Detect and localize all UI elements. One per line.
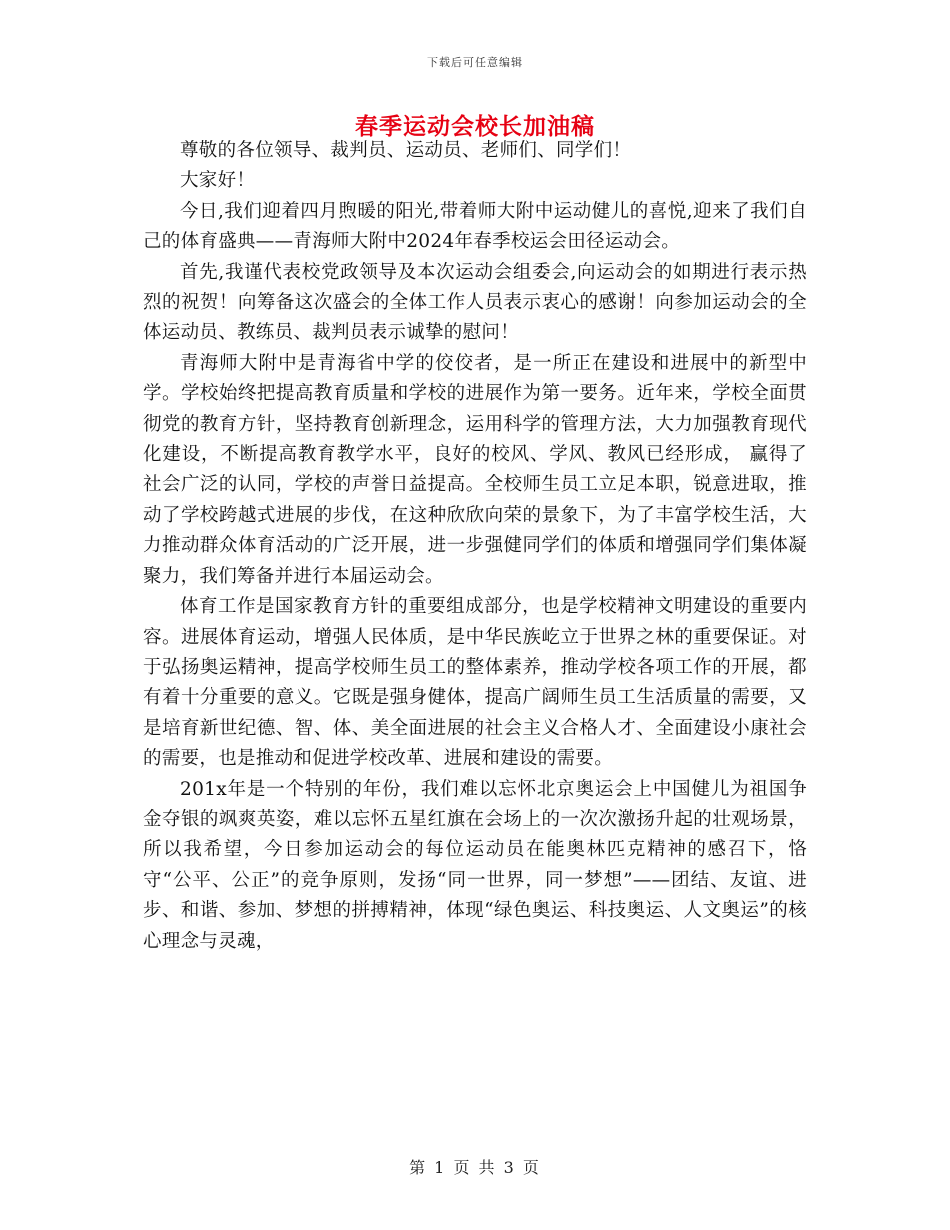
paragraph-salutation: 尊敬的各位领导、裁判员、运动员、老师们、同学们！	[180, 140, 632, 161]
document-body	[143, 136, 807, 957]
paragraph-greeting: 大家好！	[180, 170, 256, 192]
paragraph-school-intro: 青海师大附中是青海省中学的佼佼者，是一所正在建设和进展中的新型中学。学校始终把提高教育质量和学校的进展作为第一要务。近年来，学校全面贯彻党的教育方针，坚持教育创新理念，运用科学的管理方法，大力加强教育现代化建设，不断提高教育教学水平，良好的校风、学风、教风已经形成， 赢得了社会广泛的认同，学校的声誉日益提高。全校师生员工立足本职，锐意进取，推动了学校跨越式进展的步伐，在这种欣欣向荣的景象下，为了丰富学校生活，大力推动群众体育活动的广泛开展，进一步强健同学们的体质和增强同学们集体凝聚力，我们筹备并进行本届运动会。	[143, 352, 807, 587]
paragraph-sports-importance: 体育工作是国家教育方针的重要组成部分，也是学校精神文明建设的重要内容。进展体育运动，增强人民体质，是中华民族屹立于世界之林的重要保证。对于弘扬奥运精神，提高学校师生员工的整体素养，推动学校各项工作的开展，都有着十分重要的意义。它既是强身健体，提高广阔师生员工生活质量的需要，又是培育新世纪德、智、体、美全面进展的社会主义合格人才、全面建设小康社会的需要，也是推动和促进学校改革、进展和建设的需要。	[143, 596, 807, 770]
page-header-note: 下载后可任意编辑	[427, 56, 523, 69]
document-title: 春季运动会校长加油稿	[355, 113, 595, 140]
page-number-footer: 第 1 页 共 3 页	[409, 1158, 541, 1177]
paragraph-opening: 今日,我们迎着四月煦暖的阳光,带着师大附中运动健儿的喜悦,迎来了我们自己的体育盛典——青海师大附中2024年春季校运会田径运动会。	[143, 200, 807, 253]
paragraph-olympic-spirit: 201x年是一个特别的年份，我们难以忘怀北京奥运会上中国健儿为祖国争金夺银的飒爽英姿，难以忘怀五星红旗在会场上的一次次激扬升起的壮观场景，所以我希望，今日参加运动会的每位运动员在能奥林匹克精神的感召下，恪守“公平、公正”的竞争原则，发扬“同一世界，同一梦想”——团结、友谊、进步、和谐、参加、梦想的拼搏精神，体现“绿色奥运、科技奥运、人文奥运”的核心理念与灵魂，	[143, 778, 807, 952]
paragraph-congratulations: 首先,我谨代表校党政领导及本次运动会组委会,向运动会的如期进行表示热烈的祝贺！向筹备这次盛会的全体工作人员表示衷心的感谢！向参加运动会的全体运动员、教练员、裁判员表示诚挚的慰问！	[143, 261, 807, 344]
